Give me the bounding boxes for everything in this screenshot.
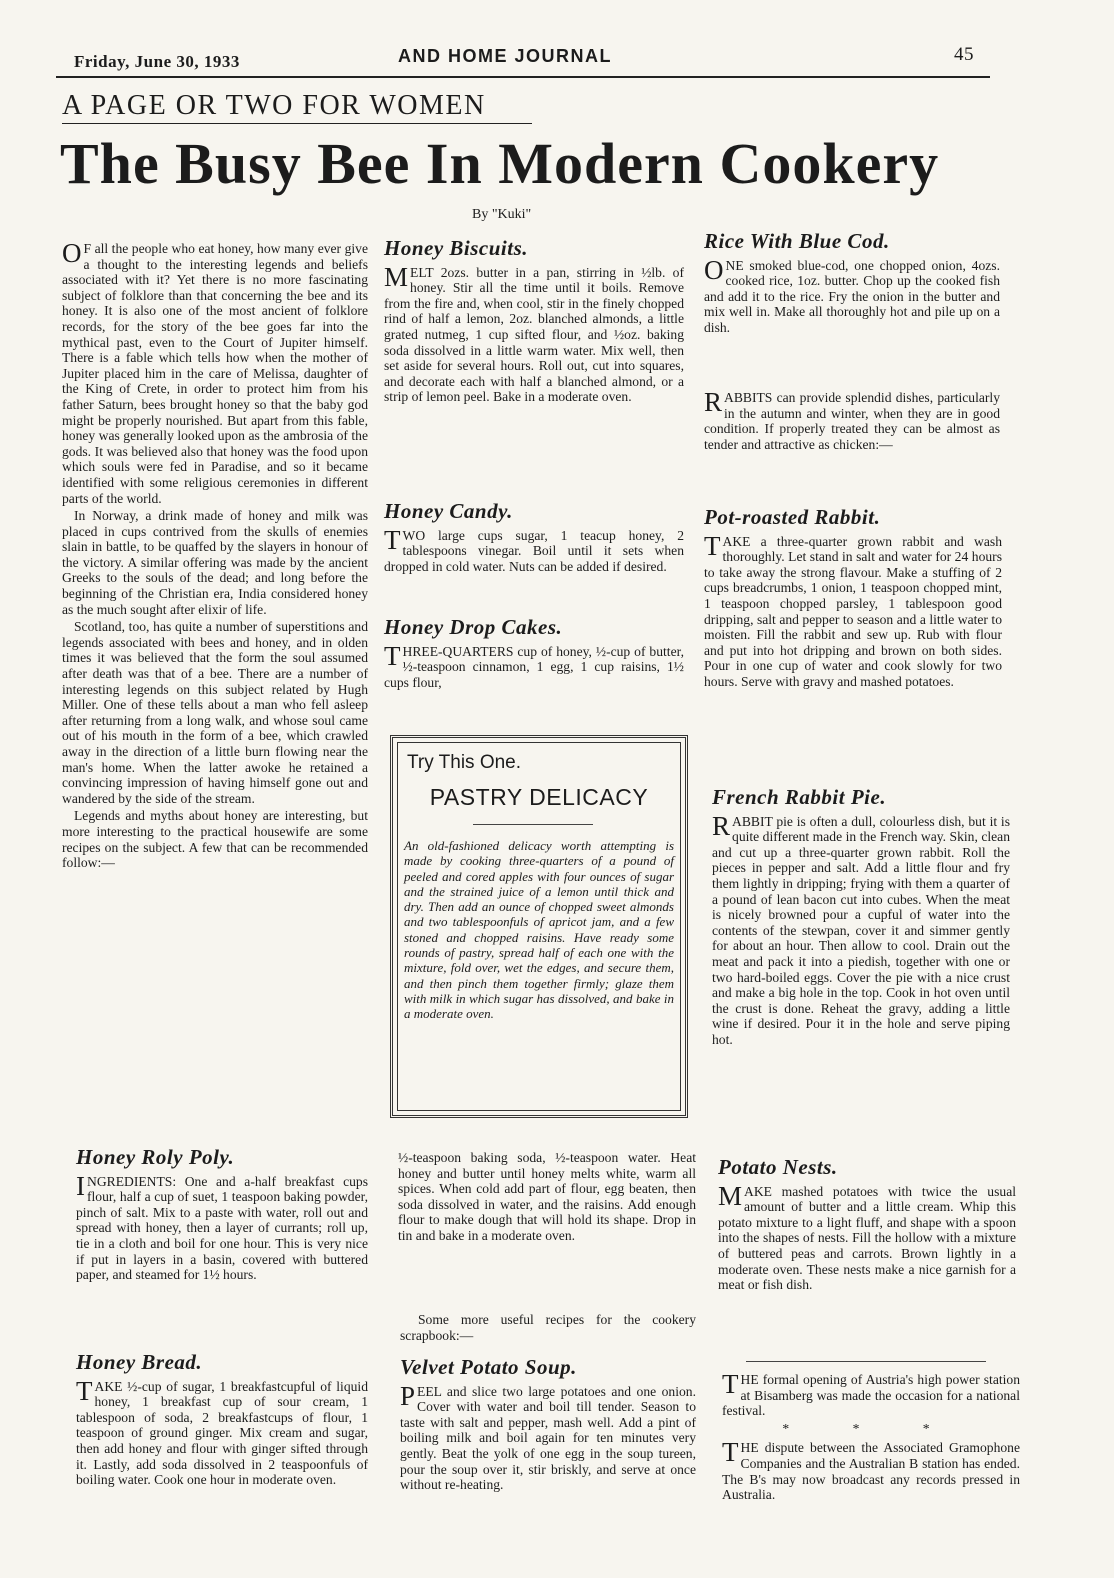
recipe-title: Honey Biscuits. [384,236,529,260]
recipe-body: MAKE mashed potatoes with twice the usual amount of butter and a little cream. Whip this potato mixture to a light fluff, and shape with a spoon into the shapes of nests. Fill the hollow with a mixture of buttered peas and carrots. Brown lightly in a moderate oven. These nests make a nice garnish for a meat or fish dish. [718,1180,1016,1293]
recipe-body: ONE smoked blue-cod, one chopped onion, 4ozs. cooked rice, 1oz. butter. Chop up the cooked fish and add it to the rice. Fry the onion in the butter and mix well in. Make all thoroughly hot and pile up on a dish. [704,254,1000,335]
intro-paragraph-4: Legends and myths about honey are interesting, but more interesting to the practical housewife are some recipes on the subject. A few that can be recommended follow:— [62,808,368,871]
recipe-pot-roasted-rabbit [704,505,1002,692]
page-number: 45 [954,44,974,65]
recipe-body: INGREDIENTS: One and a-half breakfast cups flour, half a cup of suet, 1 teaspoon baking powder, pinch of salt. Mix to a paste with water, roll out and spread with honey, then a layer of currants; roll up, tie in a cloth and boil for one hour. This is very nice if put in layers in a basin, covered with buttered paper, and steamed for 1½ hours. [76,1170,368,1283]
recipe-velvet-potato-soup [400,1355,696,1495]
pastry-delicacy-box [390,735,688,1118]
recipe-body: RABBIT pie is often a dull, colourless dish, but it is quite different made in the French way. Skin, clean and cut up a three-quarter grown rabbit. Roll the pieces in pepper and salt. Add a little flour and fry them lightly in dripping; frying with them a quarter of a pound of lean bacon cut into cubes. When the meat is nicely browned pour a cupful of water into the contents of the stewpan, cover it and simmer gently for about an hour. Then allow to cool. Drain out the meat and pack it into a piedish, together with one or two hard-boiled eggs. Cover the pie with a nice crust and make a big hole in the top. Cook in hot oven until the crust is done. Reheat the gravy, adding a little wine if desired. Pour it in the hole and serve piping hot. [712,810,1010,1047]
recipe-title: French Rabbit Pie. [712,785,887,809]
recipe-title: Velvet Potato Soup. [400,1355,577,1379]
recipe-honey-candy [384,499,684,576]
issue-date: Friday, June 30, 1933 [74,52,240,71]
byline: By "Kuki" [472,207,532,222]
gramophone-note: THE dispute between the Associated Gramophone Companies and the Australian B station has ended. The B's may now broadcast any records pressed in Australia. [722,1437,1020,1503]
recipe-body: TAKE a three-quarter grown rabbit and wash thoroughly. Let stand in salt and water for 24 hours to take away the strong flavour. Make a stuffing of 2 cups breadcrumbs, 1 onion, 1 teaspoon chopped mint, 1 teaspoon chopped parsley, 1 tablespoon good dripping, salt and pepper to season and a little water to moisten. Fill the rabbit and sew up. Rub with flour and put into hot dripping and brown on both sides. Pour in one cup of water and cook slowly for two hours. Serve with gravy and mashed potatoes. [704,530,1002,689]
rabbits-note [704,387,1000,454]
recipe-body: TWO large cups sugar, 1 teacup honey, 2 tablespoons vinegar. Boil until it sets when dropped in cold water. Nuts can be added if desired. [384,524,684,574]
header-rule [56,76,990,78]
recipe-body-part-1: THREE-QUARTERS cup of honey, ½-cup of butter, ½-teaspoon cinnamon, 1 egg, 1 cup raisins, 1½ cups flour, [384,640,684,690]
scrapbook-note-text: Some more useful recipes for the cookery scrapbook:— [400,1312,696,1343]
recipe-french-rabbit-pie [712,785,1010,1050]
recipe-title: Honey Bread. [76,1350,203,1374]
note-divider [746,1361,986,1362]
recipe-title: Honey Candy. [384,499,513,523]
box-title: PASTRY DELICACY [429,784,649,810]
recipe-body-part-2: ½-teaspoon baking soda, ½-teaspoon water. Heat honey and butter until honey melts white, warm all spices. When cold add part of flour, egg beaten, then soda dissolved in water, and the raisins. Add enough flour to make dough that will hold its shape. Drop in tin and bake in a moderate oven. [398,1150,696,1243]
news-notes [722,1369,1020,1505]
journal-name: AND HOME JOURNAL [398,46,613,66]
recipe-body: MELT 2ozs. butter in a pan, stirring in ½lb. of honey. Stir all the time until it boils. Remove from the fire and, when cool, stir in the finely chopped rind of half a lemon, 2oz. blanched almonds, a little grated nutmeg, 1 cup sifted flour, and ½oz. baking soda dissolved in a little warm water. Mix well, then set aside for several hours. Roll out, cut into squares, and decorate each with half a blanched almond, or a strip of lemon peel. Bake in a moderate oven. [384,261,684,405]
recipe-title: Potato Nests. [718,1155,838,1179]
intro-paragraph-2: In Norway, a drink made of honey and milk was placed in cups contrived from the skulls of enemies slain in battle, to be quaffed by the slayers in honour of the victory. A similar offering was made by the ancient Greeks to the souls of the dead; and long before the beginning of the Christian era, India considered honey as the much sought after elixir of life. [62,508,368,617]
recipe-body: TAKE ½-cup of sugar, 1 breakfastcupful of liquid honey, 1 breakfast cup of sour cream, 1 tablespoon of soda, 2 breakfastcups of flour, 1 teaspoon of ground ginger. Mix cream and sugar, then add honey and flour with ginger sifted through it. Lastly, add soda dissolved in 2 teaspoonfuls of boiling water. Cook one hour in moderate oven. [76,1375,368,1488]
recipe-title: Rice With Blue Cod. [704,229,890,253]
column-1 [62,238,368,873]
recipe-title: Honey Drop Cakes. [384,615,563,639]
scrapbook-note [400,1312,696,1345]
recipe-title: Honey Roly Poly. [76,1145,235,1169]
recipe-honey-drop-cakes [384,615,684,692]
stars-separator: * * * [782,1420,960,1436]
rabbits-note-text: RABBITS can provide splendid dishes, particularly in the autumn and winter, when they are in good condition. If properly treated they can be almost as tender and attractive as chicken:— [704,387,1000,452]
headline: The Busy Bee In Modern Cookery [60,131,940,196]
austria-note: THE formal opening of Austria's high power station at Bisamberg was made the occasion for a national festival. [722,1369,1020,1419]
recipe-body: PEEL and slice two large potatoes and one onion. Cover with water and boil till tender. Season to taste with salt and pepper, mash well. Add a pint of boiling milk and boil again for ten minutes very gently. Beat the yolk of one egg in the soup tureen, pour the soup over it, stir briskly, and serve at once without re-heating. [400,1380,696,1493]
box-divider [473,824,593,825]
box-body: An old-fashioned delicacy worth attempting is made by cooking three-quarters of a pound of peeled and cored apples with four ounces of sugar and the strained juice of a lemon until thick and dry. Then add an ounce of chopped sweet almonds and two tablespoonfuls of apricot jam, and a few stoned and chopped raisins. Have ready some rounds of pastry, spread half of each one with the mixture, fold over, wet the edges, and secure them, and then pinch them together firmly; glaze them with milk in which sugar has dissolved, and bake in a moderate oven. [404,838,674,1022]
intro-paragraph-1: OF all the people who eat honey, how many ever give a thought to the interesting legends and beliefs associated with it? Yet there is no more fascinating subject of folklore than that concerning the bee and its honey. It is also one of the most ancient of folklore records, for the story of the bee goes far into the mythical past, even to the Court of Jupiter himself. There is a fable which tells how when the mother of Jupiter placed him in the care of Melissa, daughter of the King of Crete, in order to protect him from his father Saturn, bees brought honey so that the baby god might be properly nourished. But apart from this fable, honey was generally looked upon as the ambrosia of the gods. It was believed also that honey was the food upon which souls were fed in Paradise, and so it became identified with some religious ceremonies in different parts of the world. [62,238,368,506]
section-underline [62,123,532,124]
recipe-honey-biscuits [384,236,684,407]
recipe-honey-drop-cakes-continued [398,1150,696,1246]
recipe-honey-roly-poly [76,1145,368,1285]
section-title: A PAGE OR TWO FOR WOMEN [62,90,486,121]
recipe-rice-blue-cod [704,229,1000,338]
recipe-potato-nests [718,1155,1016,1295]
box-kicker: Try This One. [407,752,522,773]
recipe-title: Pot-roasted Rabbit. [704,505,881,529]
recipe-honey-bread [76,1350,368,1490]
intro-paragraph-3: Scotland, too, has quite a number of superstitions and legends associated with bees and honey, and in olden times it was believed that the form the soul assumed after death was that of a bee. There are a number of interesting legends on this subject related by Hugh Miller. One of these tells about a man who fell asleep after returning from a long walk, and whose soul came out of his mouth in the form of a bee, which crawled away in the direction of a little burn flowing near the man's home. When the latter awoke he retained a convincing impression of having himself gone out and wandered by the side of the stream. [62,619,368,806]
